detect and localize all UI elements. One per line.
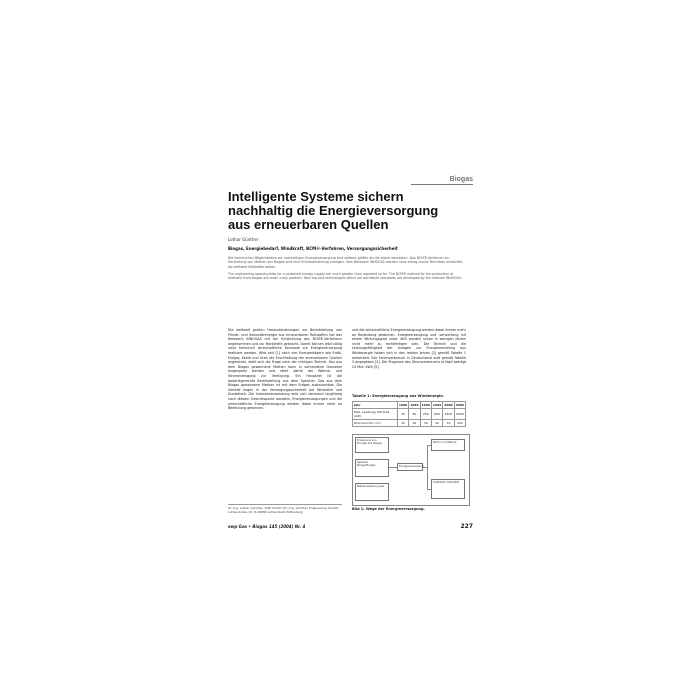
body-text-right-column: und die wirtschaftliche Energieerzeugung werden dabei immer mehr an Bedeutung gewinnen. Energieerzeugung und -verwertung mit einem Wirkungsgrad unter 40% werden schon in wenigen Jahren nicht mehr zu rechtfertigen sein. Die Technik und die Leistungsfähigkeit der Anlagen zur Energiewandlung aus Windenergie haben sich in den letzten Jahren [2] gemäß Tabelle 1 entwickelt. Der Stromverbrauch in Deutschland wird gemäß Tabelle 2 angegeben [4]. Die Prognose des Stromverbrauchs je Kopf beträgt 24 Mrd. kWh [5]. [352, 328, 466, 369]
table-cell: 1500 [443, 409, 454, 420]
section-tag: Biogas [411, 176, 473, 185]
flow-diagram [352, 434, 470, 506]
diagram-connector [427, 445, 428, 489]
abstract-english: The engineering opportunities for a sustained energy supply are much greater than regarded so far. The BCM® method for the production of methane from biogas will reach a key position. New low-loss technologies which set worldwide standards are developed by the network INNOGAS. [228, 272, 462, 281]
table-cell: 50 [431, 420, 442, 427]
table-cell: 70 [443, 420, 454, 427]
author-name: Lothar Günther [228, 237, 259, 242]
table-caption: Tabelle 1: Energieerzeugung aus Windenergie. [352, 394, 445, 398]
table-header-cell: Jahr [353, 402, 398, 409]
table-cell: 5000 [454, 409, 465, 420]
keywords: Biogas, Energiebedarf, Windkraft, BCM®-Verfahren, Versorgungssicherheit [228, 246, 398, 251]
data-table [352, 401, 466, 427]
table-header-cell: 2005 [455, 403, 464, 407]
table-cell: 15 [397, 420, 408, 427]
journal-page [228, 176, 473, 536]
diagram-box: Kraftstoff / Mobilität [431, 479, 465, 499]
diagram-box: Energieversorgung [397, 463, 423, 471]
table-cell: 30 [420, 420, 431, 427]
table-header-cell: 1985 [410, 403, 419, 407]
table-row [353, 409, 466, 420]
table-header-cell: 2000 [444, 403, 453, 407]
diagram-connector [427, 489, 431, 490]
table-cell: 250 [420, 409, 431, 420]
body-text-left-column: Die weltweit großen Herausforderungen zur Bereitstellung von Primär- und Sekundärenergie aus erneuerbaren Rohstoffen hat das Netzwerk INNOGAS mit der Entwicklung des BCM®-Verfahrens angenommen und zur Marktreife gebracht. Damit können jetzt völlig neue technisch wirtschaftliche Konzepte zur Energieversorgung realisiert werden. Wird seit [1] nach vier Energieträgern wie Erdöl, Erdgas, Kohle und Uran die Erschließung der erneuerbaren Quellen angestrebt, stellt sich die Frage nach der richtigen Technik. Das aus dem Biogas gewonnene Methan kann in vorhandene Gasnetze eingespeist werden und steht damit der Wärme- und Stromerzeugung zur Verfügung. Ein Hauptziel ist die bedarfsgerechte Bereitstellung aus dem Speicher. Das aus dem Biogas gewonnene Methan ist mit dem Erdgas austauschbar. Die Vorteile liegen in der Versorgungssicherheit bei Windstille und Dunkelheit. Die Industrieanwendung wird sich demnach langfristig nach diesem Gesichtspunkt wandeln, Energieversorgungen und die wirtschaftliche Energieerzeugung werden dabei immer mehr an Bedeutung gewinnen. [228, 328, 342, 411]
table-cell: 600 [431, 409, 442, 420]
article-title: Intelligente Systeme sichern nachhaltig die Energieversorgung aus erneuerbaren Quellen [228, 189, 439, 232]
table-header-cell: 1980 [398, 403, 408, 407]
table-header-cell: 1990 [421, 403, 430, 407]
table-cell: Max. Leistung/ Windrad (kW) [353, 409, 398, 420]
table-header-row [353, 402, 466, 409]
diagram-box: Speicher Biogas/Erdgas [355, 459, 389, 477]
table-cell: Rotordurchm. (m) [353, 420, 398, 427]
diagram-connector [427, 445, 431, 446]
diagram-box: Netzeinspeisung Gas [355, 483, 389, 501]
journal-name: ewp Gas • Biogas 145 (2004) Nr. 4 [228, 524, 306, 529]
page-number: 227 [460, 523, 473, 530]
table-header-cell: 1995 [432, 403, 442, 407]
table-cell: 20 [409, 420, 420, 427]
table-cell: 120 [454, 420, 465, 427]
diagram-box: Erzeugung von Energie aus Biogas [355, 437, 389, 453]
diagram-box: Strom und Wärme [431, 439, 465, 451]
table-cell: 30 [397, 409, 408, 420]
abstract-german: Die technischen Möglichkeiten zur nachhaltigen Energieversorgung sind weitaus größer als die bisher benutzten. Das BCM®-Verfahren zur Herstellung von Methan aus Biogas wird eine Schlüsselstellung erlangen. Vom Netzwerk INNOGAS werden neue ertrag-reiche Techniken entwickelt, die weltweit Maßstäbe setzen. [228, 256, 464, 269]
figure-caption: Bild 1: Wege der Energieversorgung. [352, 507, 425, 511]
table-row [353, 420, 466, 427]
diagram-connector [389, 467, 397, 468]
table-cell: 80 [409, 409, 420, 420]
author-affiliation-footnote: Dr.-Ing. Lothar Günther, DGE GmbH (Dr.-Ing. Günther Engineering GmbH), Lutherstraße 15, D-06886 Lutherstadt Wittenberg [228, 504, 342, 514]
